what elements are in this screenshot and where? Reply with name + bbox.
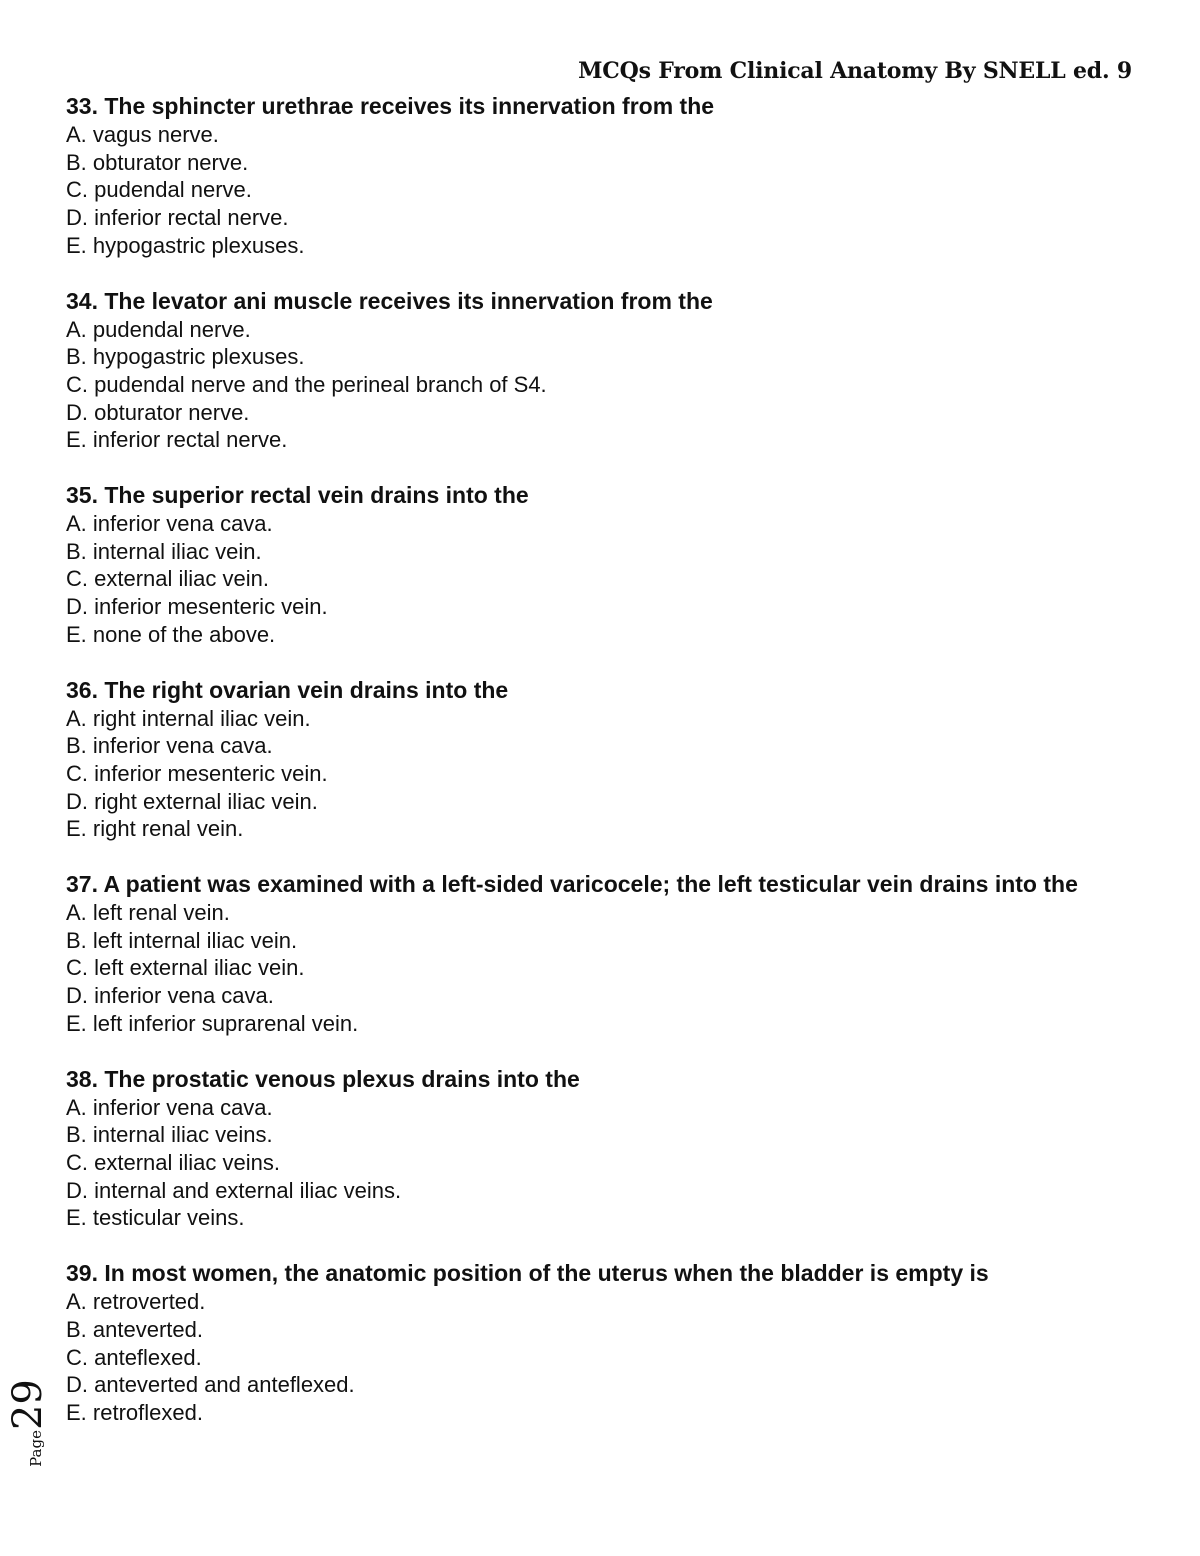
page-number-rotated	[5, 1379, 51, 1467]
answer-option: C. external iliac veins.	[66, 1149, 280, 1175]
answer-option: B. obturator nerve.	[66, 149, 249, 175]
question-text: 38. The prostatic venous plexus drains into the	[66, 1065, 580, 1092]
question-text: 35. The superior rectal vein drains into the	[66, 482, 529, 509]
answer-option: D. inferior mesenteric vein.	[66, 594, 328, 620]
answer-option: B. inferior vena cava.	[66, 733, 273, 759]
question-37	[66, 870, 1156, 1038]
answer-option: E. retroflexed.	[66, 1399, 203, 1425]
answer-option: B. left internal iliac vein.	[66, 927, 298, 953]
question-34	[66, 287, 1156, 455]
answer-option: A. inferior vena cava.	[66, 1094, 273, 1120]
answer-option: B. internal iliac vein.	[66, 538, 262, 564]
answer-option: E. none of the above.	[66, 621, 276, 647]
answer-option: D. internal and external iliac veins.	[66, 1177, 402, 1203]
answer-option: C. external iliac vein.	[66, 566, 269, 592]
page-number: 29	[5, 1379, 51, 1431]
page-number-marker	[5, 1376, 51, 1470]
answer-option: E. testicular veins.	[66, 1205, 245, 1231]
answer-option: C. anteflexed.	[66, 1344, 202, 1370]
answer-option: B. anteverted.	[66, 1316, 203, 1342]
answer-option: A. pudendal nerve.	[66, 316, 251, 342]
answer-option: C. pudendal nerve and the perineal branch of S4.	[66, 371, 547, 397]
answer-option: E. left inferior suprarenal vein.	[66, 1010, 359, 1036]
answer-option: E. right renal vein.	[66, 816, 244, 842]
page-header: MCQs From Clinical Anatomy By SNELL ed. 9	[578, 58, 1132, 84]
answer-option: A. retroverted.	[66, 1289, 206, 1315]
answer-option: D. anteverted and anteflexed.	[66, 1372, 355, 1398]
answer-option: B. hypogastric plexuses.	[66, 344, 305, 370]
question-36	[66, 676, 1156, 844]
question-text: 34. The levator ani muscle receives its innervation from the	[66, 287, 713, 314]
question-39	[66, 1259, 1156, 1427]
answer-option: E. inferior rectal nerve.	[66, 427, 288, 453]
answer-option: A. left renal vein.	[66, 900, 230, 926]
answer-option: A. vagus nerve.	[66, 122, 219, 147]
answer-option: C. left external iliac vein.	[66, 955, 305, 981]
question-text: 37. A patient was examined with a left-sided varicocele; the left testicular vein drains into the	[66, 871, 1078, 898]
page-label: Page	[27, 1430, 45, 1467]
question-list	[66, 92, 1156, 1454]
answer-option: C. pudendal nerve.	[66, 177, 252, 203]
answer-option: A. inferior vena cava.	[66, 511, 273, 537]
question-35	[66, 481, 1156, 649]
question-33	[66, 92, 1156, 260]
question-38	[66, 1065, 1156, 1233]
answer-option: B. internal iliac veins.	[66, 1122, 273, 1148]
answer-option: D. obturator nerve.	[66, 399, 250, 425]
question-text: 39. In most women, the anatomic position of the uterus when the bladder is empty is	[66, 1260, 989, 1287]
answer-option: D. right external iliac vein.	[66, 788, 318, 814]
answer-option: D. inferior vena cava.	[66, 983, 274, 1009]
answer-option: C. inferior mesenteric vein.	[66, 760, 328, 786]
question-text: 36. The right ovarian vein drains into the	[66, 676, 509, 703]
question-text: 33. The sphincter urethrae receives its innervation from the	[66, 93, 715, 119]
answer-option: A. right internal iliac vein.	[66, 705, 311, 731]
answer-option: D. inferior rectal nerve.	[66, 205, 289, 231]
answer-option: E. hypogastric plexuses.	[66, 232, 305, 258]
